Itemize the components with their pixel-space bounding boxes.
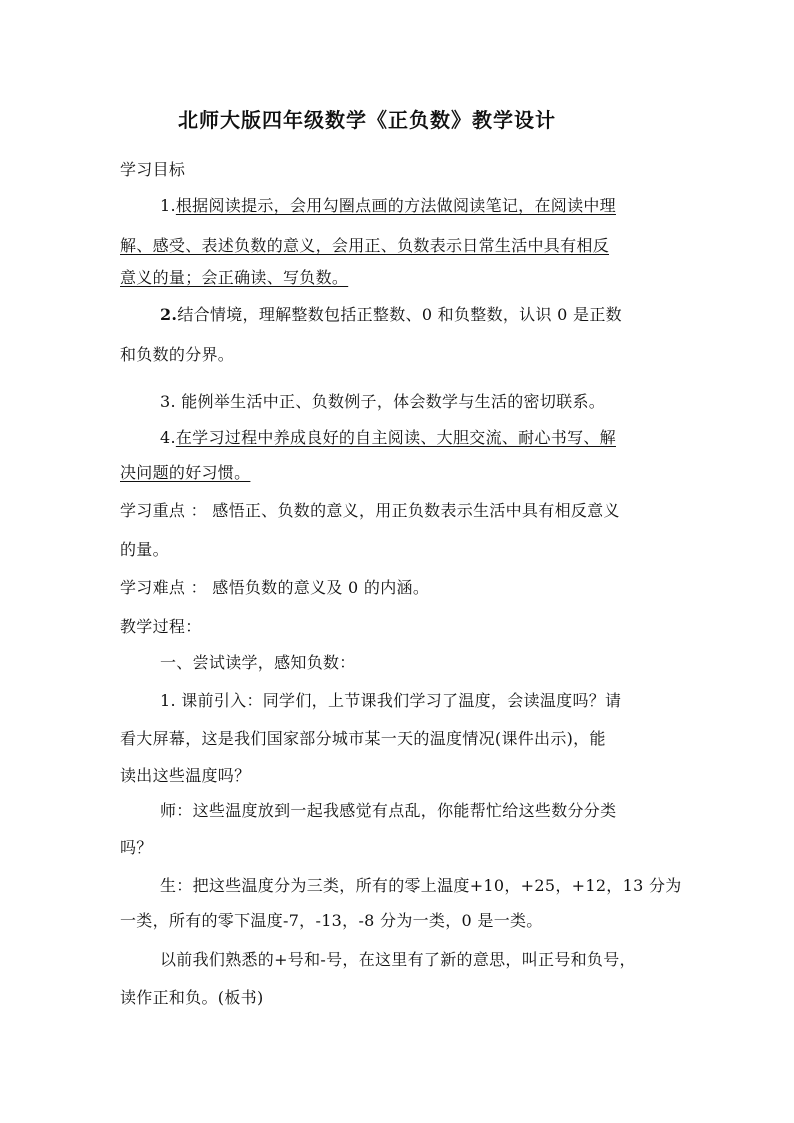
goal-2-line-1 [160, 305, 622, 325]
goal-3-line-1: 3. 能例举生活中正、负数例子，体会数学与生活的密切联系。 [160, 392, 606, 411]
p1-line-2: 看大屏幕，这是我们国家部分城市某一天的温度情况(课件出示)，能 [120, 729, 606, 748]
p3-line-1: 生：把这些温度分为三类，所有的零上温度+10，+25，+12，13 分为 [160, 876, 682, 895]
goal-2-number: 2. [160, 305, 178, 324]
part-1-heading: 一、尝试读学，感知负数： [160, 653, 356, 672]
key-point-line-1: 学习重点 ： 感悟正、负数的意义，用正负数表示生活中具有相反意义 [120, 501, 620, 520]
process-heading: 教学过程： [120, 617, 202, 636]
learning-goals-heading: 学习目标 [120, 160, 186, 179]
p1-line-1: 1. 课前引入：同学们，上节课我们学习了温度，会读温度吗？请 [160, 691, 622, 710]
p3-line-2: 一类，所有的零下温度-7，-13，-8 分为一类，0 是一类。 [120, 911, 543, 930]
goal-1-line-2: 解、感受、表述负数的意义，会用正、负数表示日常生活中具有相反 [120, 236, 610, 255]
goal-1-number: 1. [160, 196, 176, 215]
goal-4-number: 4. [160, 428, 176, 447]
p2-line-1: 师：这些温度放到一起我感觉有点乱，你能帮忙给这些数分分类 [160, 801, 617, 820]
goal-4-line-2: 决问题的好习惯。 [120, 463, 251, 482]
p4-line-2: 读作正和负。(板书) [120, 988, 264, 1007]
goal-2-text: 结合情境，理解整数包括正整数、0 和负整数，认识 0 是正数 [177, 305, 622, 324]
p1-line-3: 读出这些温度吗？ [120, 766, 251, 785]
goal-4-text: 在学习过程中养成良好的自主阅读、大胆交流、耐心书写、解 [175, 428, 616, 447]
goal-1-text: 根据阅读提示，会用勾圈点画的方法做阅读笔记，在阅读中理 [175, 196, 616, 215]
p2-line-2: 吗？ [120, 838, 153, 857]
difficulty-line-1: 学习难点 ： 感悟负数的意义及 0 的内涵。 [120, 578, 430, 597]
goal-1-line-1 [160, 196, 616, 216]
goal-1-line-3: 意义的量；会正确读、写负数。 [120, 268, 349, 287]
goal-2-line-2: 和负数的分界。 [120, 345, 235, 364]
p4-line-1: 以前我们熟悉的+号和-号，在这里有了新的意思，叫正号和负号， [160, 950, 636, 969]
key-point-line-2: 的量。 [120, 540, 169, 559]
document-title: 北师大版四年级数学《正负数》教学设计 [178, 108, 556, 132]
goal-4-line-1 [160, 428, 616, 448]
